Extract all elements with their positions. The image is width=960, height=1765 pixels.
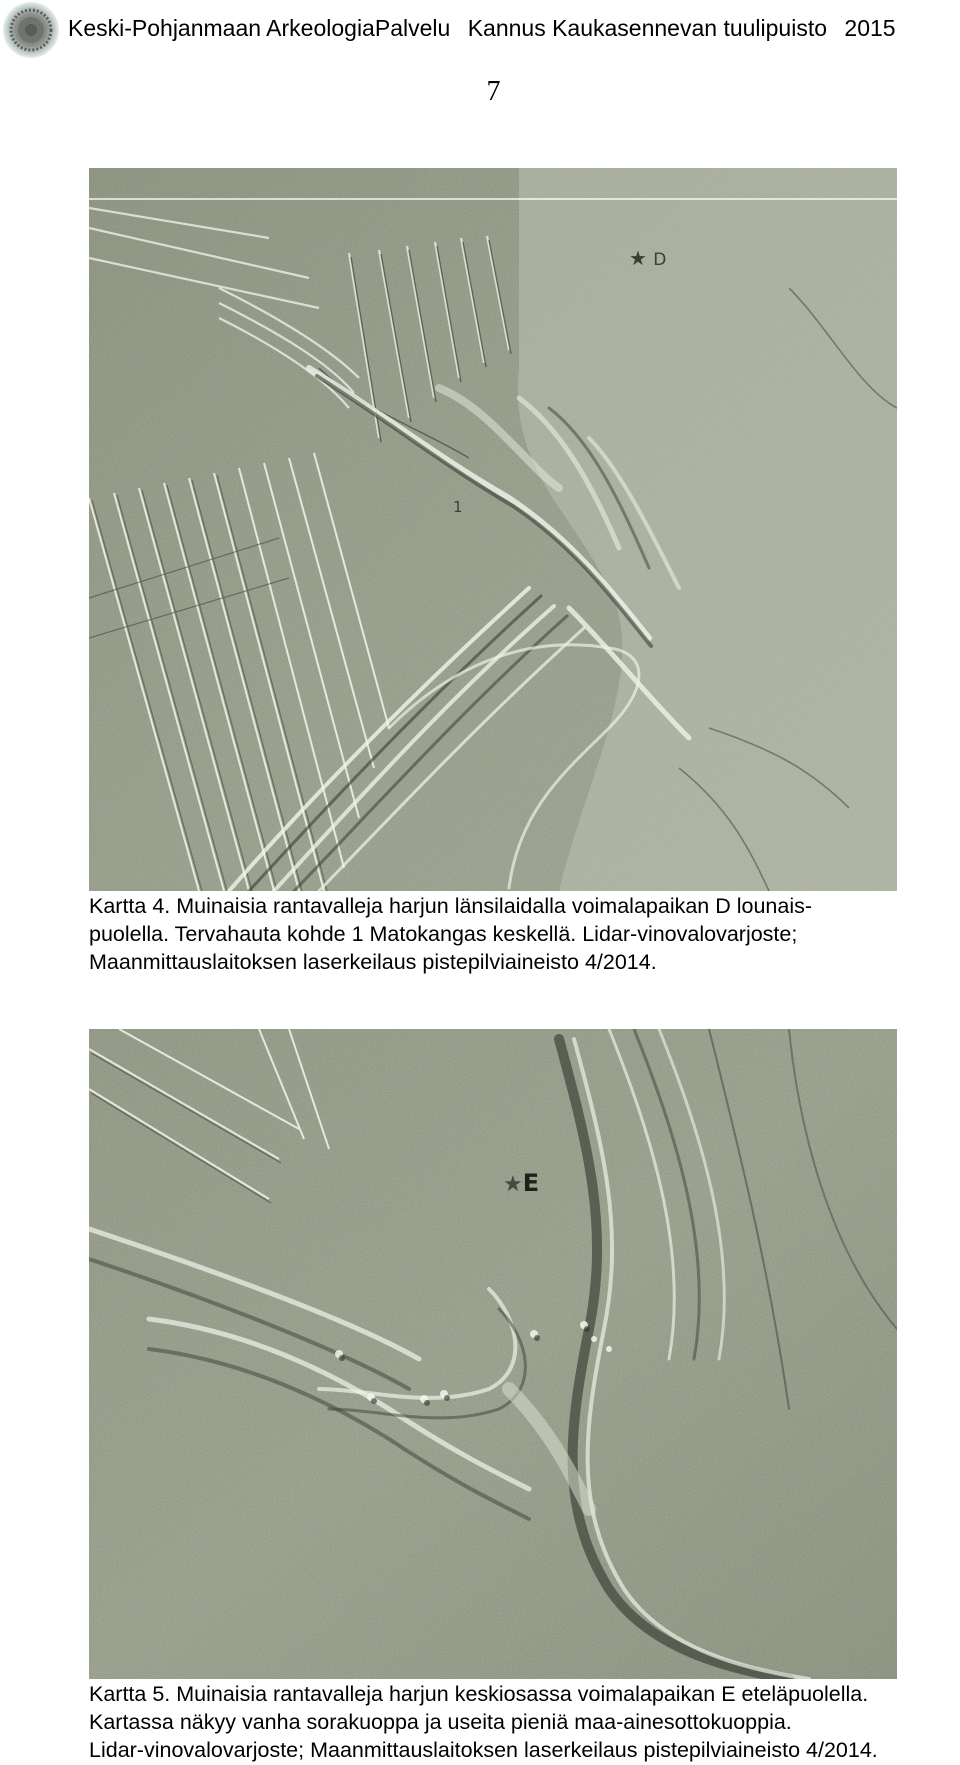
star-icon: ★ [629,246,647,270]
header-title [68,15,907,42]
map-5-caption [89,1680,959,1764]
caption-line: Kartta 5. Muinaisia rantavalleja harjun keskiosassa voimalapaikan E eteläpuolella. [89,1682,869,1706]
star-icon: ★ [503,1172,523,1197]
caption-line: Maanmittauslaitoksen laserkeilaus pistepilviaineisto 4/2014. [89,950,657,974]
site-marker-e-label: E [522,1169,540,1197]
site-marker-d [629,246,666,270]
lidar-hillshade-map-4 [89,168,897,891]
header-organization: Keski-Pohjanmaan ArkeologiaPalvelu [68,15,451,41]
lidar-hillshade-map-5 [89,1029,897,1679]
caption-line: Kartta 4. Muinaisia rantavalleja harjun länsilaidalla voimalapaikan D lounais- [89,894,813,918]
caption-line: puolella. Tervahauta kohde 1 Matokangas keskellä. Lidar-vinovalovarjoste; [89,922,798,946]
site-marker-1: 1 [453,498,463,516]
seal-logo-icon [2,0,60,60]
page-header [0,0,960,60]
site-marker-e [503,1169,539,1197]
site-marker-d-label: D [653,250,667,270]
page-number: 7 [486,76,501,107]
caption-line: Lidar-vinovalovarjoste; Maanmittauslaitoksen laserkeilaus pistepilviaineisto 4/2014. [89,1738,878,1762]
header-year: 2015 [844,15,896,41]
map-4-caption [89,892,959,976]
caption-line: Kartassa näkyy vanha sorakuoppa ja useita pieniä maa-ainesottokuoppia. [89,1710,792,1734]
header-project: Kannus Kaukasennevan tuulipuisto [467,15,828,41]
